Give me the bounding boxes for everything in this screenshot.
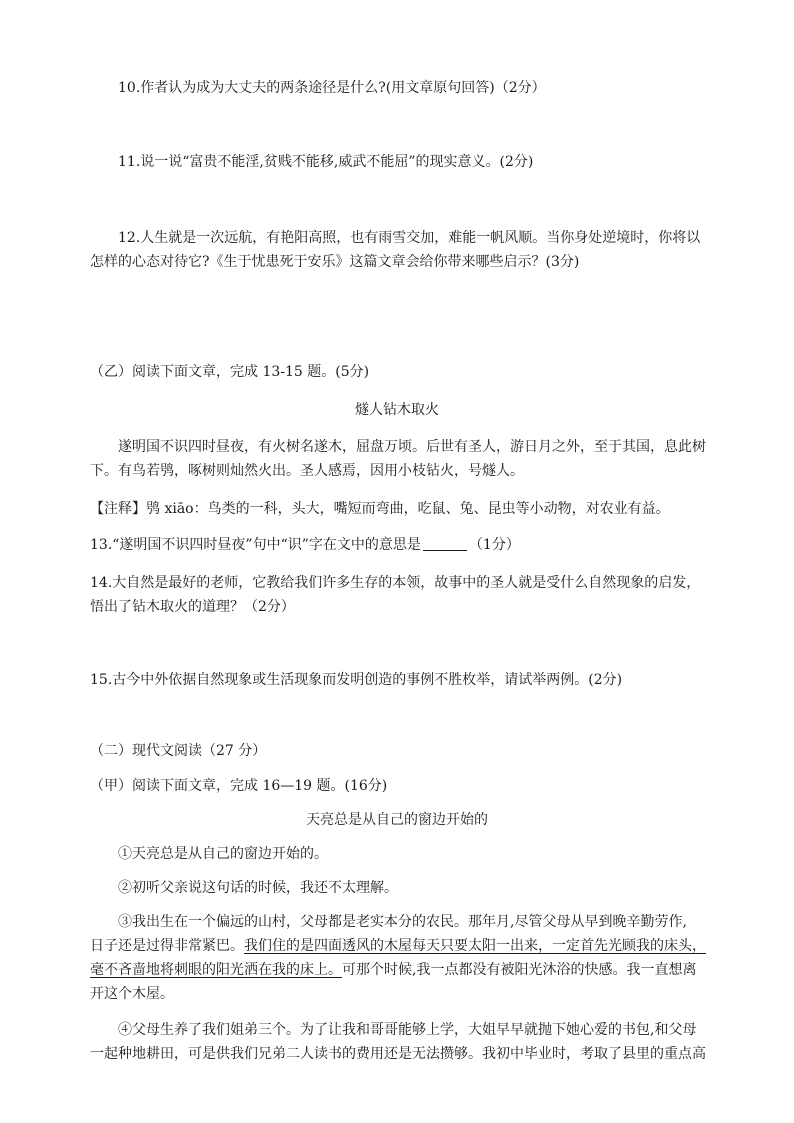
- paragraph-3-line-4: 开这个木屋。: [90, 986, 174, 1002]
- question-12-line-1: 12.人生就是一次远航，有艳阳高照，也有雨雪交加，难能一帆风顺。当你身处逆境时，你将以: [118, 230, 701, 246]
- paragraph-3-line-1: ③我出生在一个偏远的山村，父母都是老实本分的农民。那年月,尽管父母从早到晚辛勤劳作,: [118, 914, 687, 930]
- answer-blank[interactable]: [423, 536, 467, 551]
- question-13-score: （1分）: [468, 537, 520, 553]
- paragraph-3-text: 日子还是过得非常紧巴。: [90, 938, 244, 954]
- question-11: 11.说一说“富贵不能淫,贫贱不能移,威武不能屈”的现实意义。(2分): [118, 154, 534, 170]
- underlined-sentence: 毫不吝啬地将刺眼的阳光洒在我的床上。: [90, 962, 342, 978]
- paragraph-3-line-3: [90, 960, 696, 980]
- question-12-line-2: 怎样的心态对待它?《生于忧患死于安乐》这篇文章会给你带来哪些启示？(3分): [90, 254, 580, 270]
- question-14-line-2: 悟出了钻木取火的道理？（2分）: [90, 599, 295, 615]
- paragraph-1: ①天亮总是从自己的窗边开始的。: [118, 846, 328, 862]
- annotation-note: 【注释】鸮 xiāo：鸟类的一科，头大，嘴短而弯曲，吃鼠、兔、昆虫等小动物，对农业有益。: [90, 501, 670, 517]
- section-er-heading: （二）现代文阅读（27 分）: [90, 743, 267, 759]
- passage-yi-line-2: 下。有鸟若鸮，啄树则灿然火出。圣人感焉，因用小枝钻火，号燧人。: [90, 463, 524, 479]
- question-13-text: 13.“遂明国不识四时昼夜”句中“识”字在文中的意思是: [90, 537, 421, 553]
- paragraph-2: ②初听父亲说这句话的时候，我还不太理解。: [118, 880, 398, 896]
- question-13: [90, 535, 520, 555]
- section-jia-heading: （甲）阅读下面文章，完成 16—19 题。(16分): [90, 778, 388, 794]
- paragraph-4-line-1: ④父母生养了我们姐弟三个。为了让我和哥哥能够上学，大姐早早就抛下她心爱的书包,和父母: [118, 1022, 697, 1038]
- question-14-line-1: 14.大自然是最好的老师，它教给我们许多生存的本领，故事中的圣人就是受什么自然现象的启发，: [90, 575, 701, 591]
- paragraph-3-line-2: [90, 936, 706, 956]
- underlined-sentence: 我们住的是四面透风的木屋每天只要太阳一出来，一定首先光顾我的床头，: [244, 938, 706, 954]
- paragraph-4-line-2: 一起种地耕田，可是供我们兄弟二人读书的费用还是无法攒够。我初中毕业时，考取了县里的重点高: [90, 1046, 706, 1062]
- passage-yi-line-1: 遂明国不识四时昼夜，有火树名遂木，屈盘万顷。后世有圣人，游日月之外，至于其国，息此树: [118, 439, 706, 455]
- question-15: 15.古今中外依据自然现象或生活现象而发明创造的事例不胜枚举，请试举两例。(2分): [90, 672, 623, 688]
- section-yi-heading: （乙）阅读下面文章，完成 13-15 题。(5分): [90, 364, 370, 380]
- paragraph-3-text: 可那个时候,我一点都没有被阳光沐浴的快感。我一直想离: [342, 962, 697, 978]
- passage-jia-title: 天亮总是从自己的窗边开始的: [306, 812, 488, 828]
- question-10: 10.作者认为成为大丈夫的两条途径是什么?(用文章原句回答)（2分）: [118, 80, 546, 96]
- passage-yi-title: 燧人钻木取火: [355, 402, 439, 418]
